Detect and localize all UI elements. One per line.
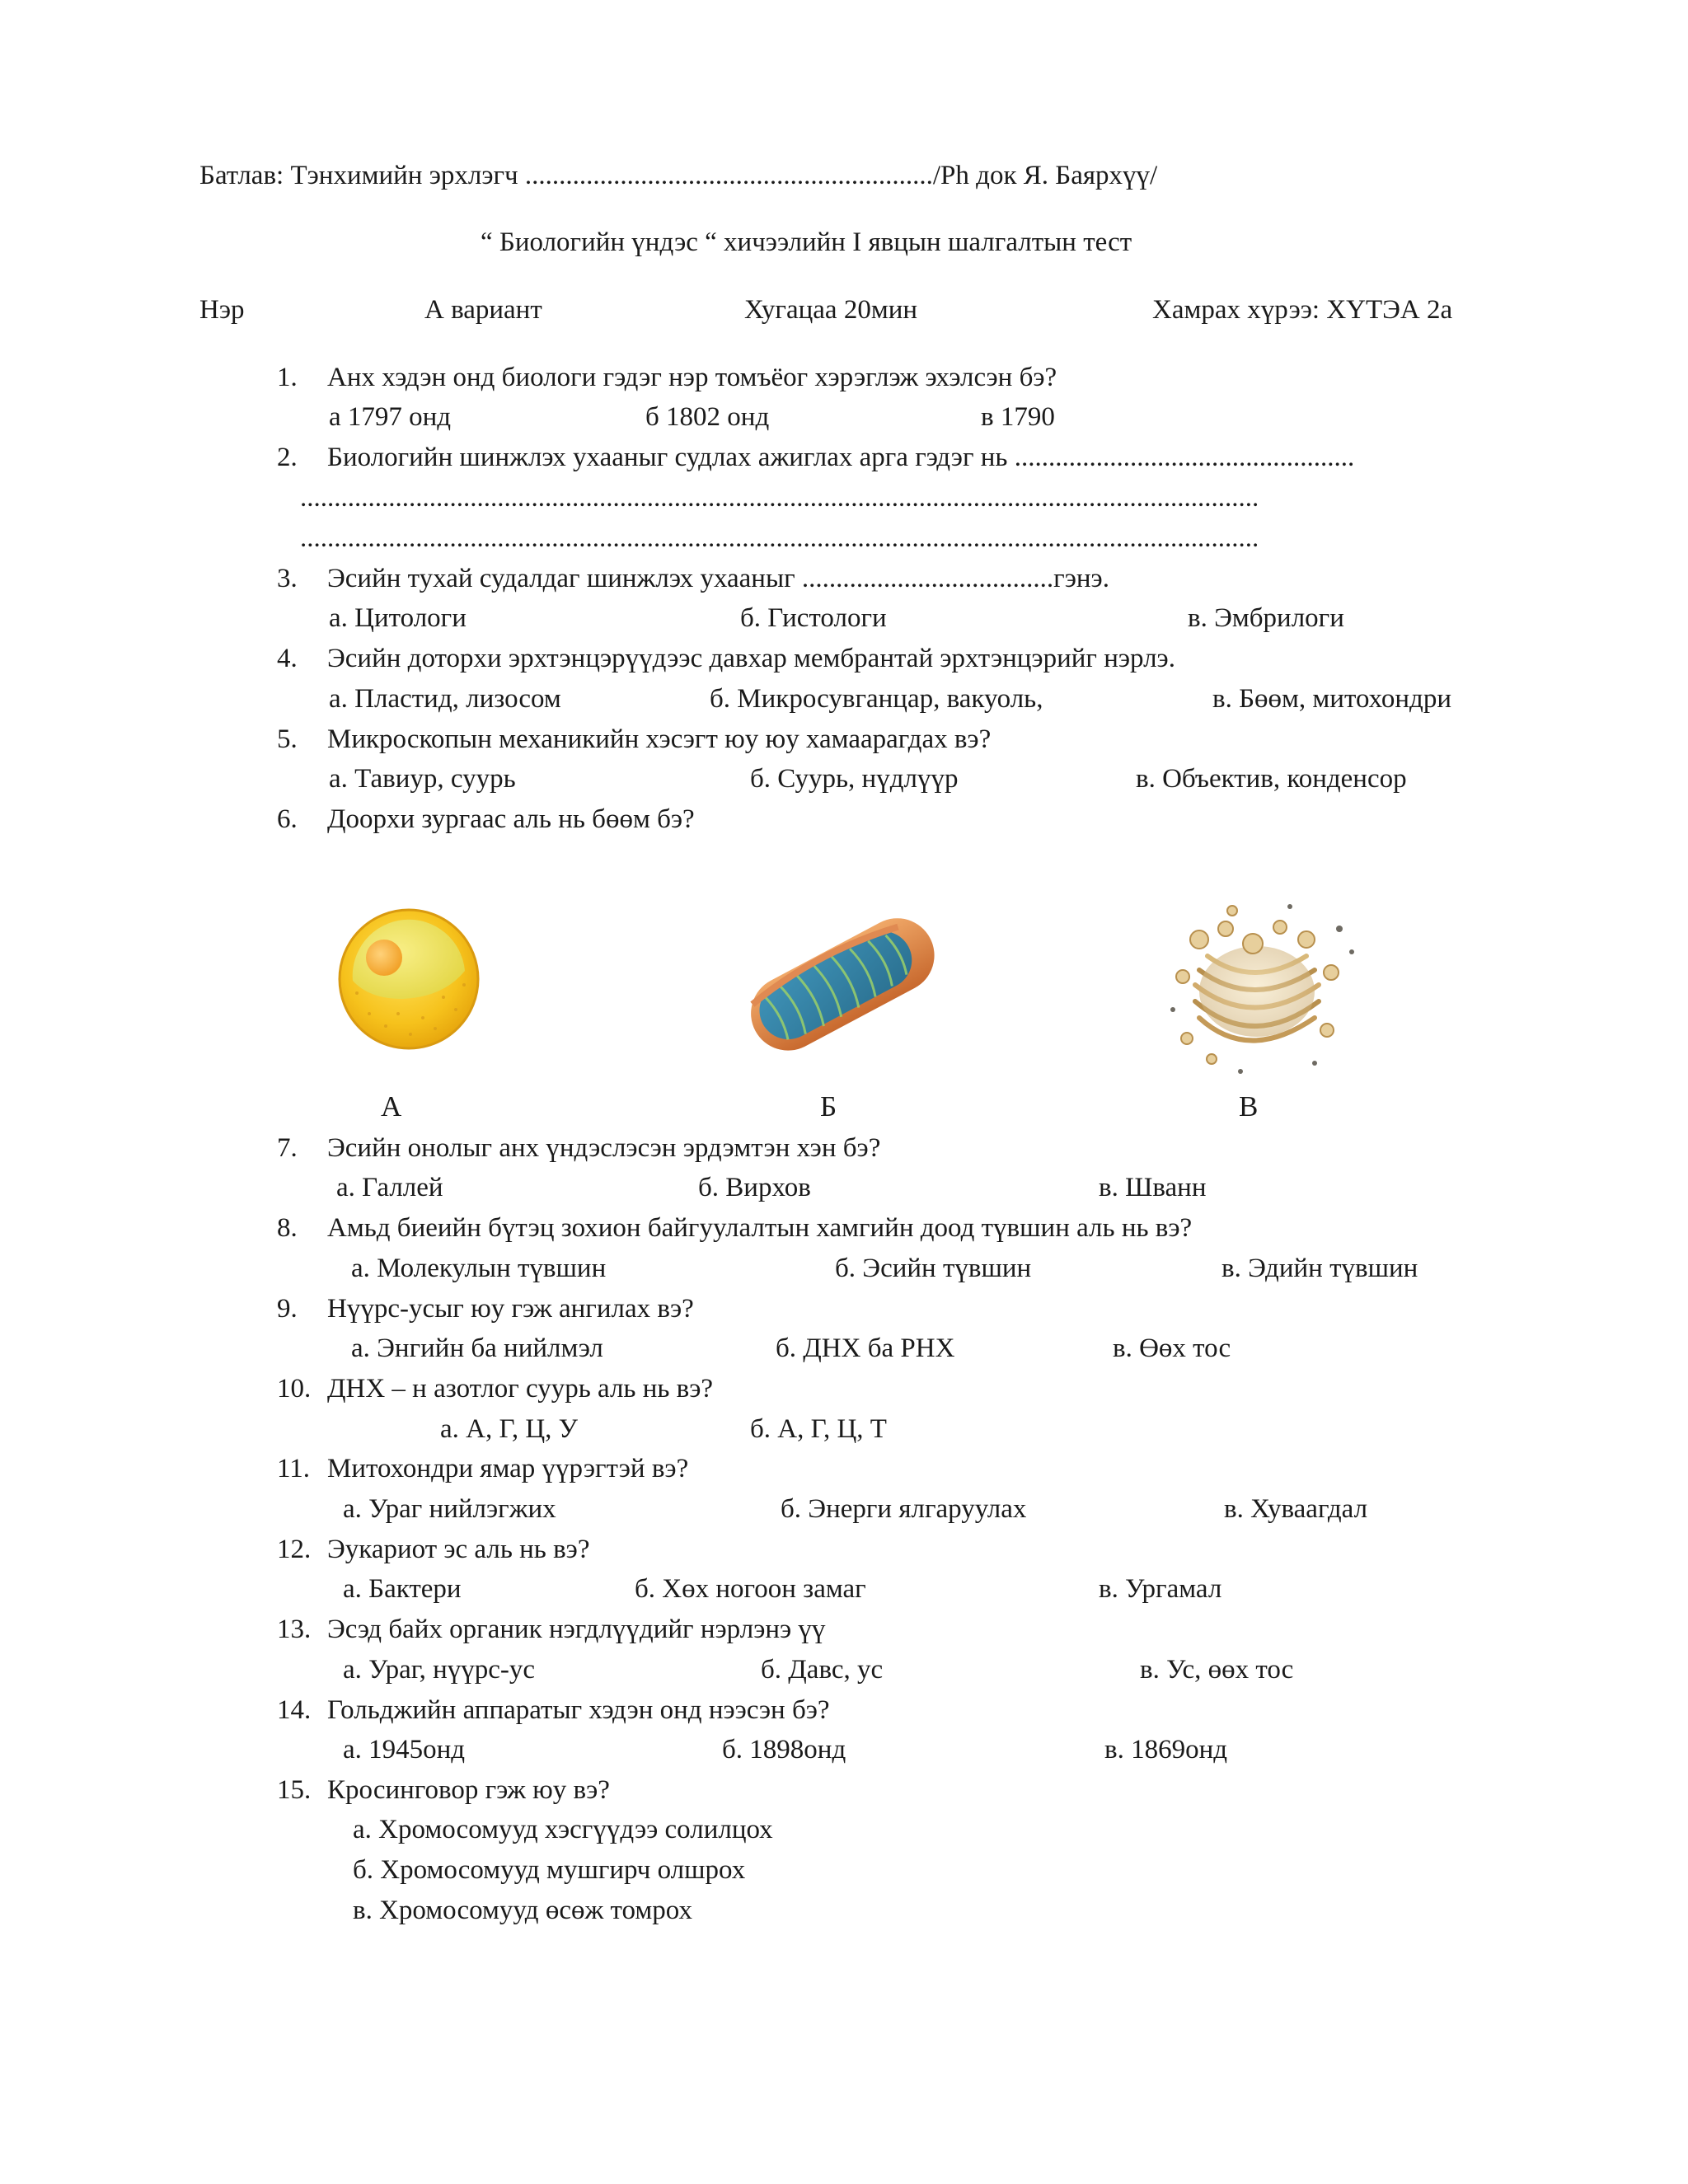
answer-blank-line: ............................................................................................................................................. — [300, 483, 1259, 513]
answer-option: а. Тавиур, суурь — [329, 764, 516, 794]
answer-option: в. Эмбрилоги — [1188, 603, 1344, 633]
exam-title: “ Биологийн үндэс “ хичээлийн I явцын шалгалтын тест — [481, 227, 1132, 257]
answer-option: а. Ураг, нүүрс-ус — [343, 1655, 536, 1685]
variant-label: А вариант — [424, 295, 542, 325]
answer-option: б. Вирхов — [698, 1173, 811, 1202]
question-text: Биологийн шинжлэх ухааныг судлах ажиглах арга гэдэг нь .................................................. — [327, 443, 1355, 472]
question-text: Микроскопын механикийн хэсэгт юу юу хамаарагдах вэ? — [327, 724, 992, 754]
answer-option: а. 1945онд — [343, 1735, 466, 1765]
answer-option: в. Өөх тос — [1113, 1333, 1231, 1363]
answer-option: в. Бөөм, митохондри — [1212, 684, 1451, 714]
question-text: Эсийн доторхи эрхтэнцэрүүдээс давхар мембрантай эрхтэнцэрийг нэрлэ. — [327, 644, 1175, 673]
answer-option: б. Давс, ус — [761, 1655, 884, 1685]
question-text: Амьд биеийн бүтэц зохион байгуулалтын хамгийн доод түвшин аль нь вэ? — [327, 1213, 1193, 1243]
question-number: 12. — [277, 1535, 312, 1564]
answer-option: а. Ураг нийлэгжих — [343, 1494, 556, 1524]
question-number: 7. — [277, 1133, 298, 1163]
answer-option: б. ДНХ ба РНХ — [776, 1333, 955, 1363]
question-text: ДНХ – н азотлог суурь аль нь вэ? — [327, 1374, 714, 1404]
scope-label: Хамрах хүрээ: ХҮТЭА 2а — [1152, 295, 1453, 325]
answer-option: б. 1898онд — [722, 1735, 846, 1765]
question-text: Доорхи зургаас аль нь бөөм бэ? — [327, 804, 695, 834]
answer-option: а 1797 онд — [329, 402, 452, 432]
approval-line: Батлав: Тэнхимийн эрхлэгч ............................................................/Ph док Я. Баярхүү/ — [199, 161, 1158, 190]
answer-blank-line: ............................................................................................................................................. — [300, 523, 1259, 553]
answer-option: в. Шванн — [1099, 1173, 1207, 1202]
question-text: Эукариот эс аль нь вэ? — [327, 1535, 590, 1564]
question-number: 1. — [277, 363, 298, 392]
question-text: Кросинговор гэж юу вэ? — [327, 1775, 610, 1805]
answer-option: а. Бактери — [343, 1574, 462, 1604]
answer-option: а. Хромосомууд хэсгүүдээ солилцох — [353, 1815, 773, 1844]
golgi-illustration — [1150, 894, 1364, 1080]
question-text: Эсийн онолыг анх үндэслэсэн эрдэмтэн хэн бэ? — [327, 1133, 881, 1163]
answer-option: б. Гистологи — [740, 603, 887, 633]
answer-option: а. Галлей — [336, 1173, 443, 1202]
answer-option: а. Цитологи — [329, 603, 467, 633]
answer-option: а. Молекулын түвшин — [351, 1254, 607, 1283]
question-number: 6. — [277, 804, 298, 834]
cell-illustration — [320, 907, 501, 1051]
answer-option: б. Эсийн түвшин — [835, 1254, 1032, 1283]
figure-label-a: А — [381, 1090, 402, 1122]
answer-option: б. А, Г, Ц, Т — [750, 1414, 887, 1444]
answer-option: в. Ургамал — [1099, 1574, 1222, 1604]
answer-option: а. Энгийн ба нийлмэл — [351, 1333, 603, 1363]
duration-label: Хугацаа 20мин — [744, 295, 918, 325]
mitochondrion-illustration — [734, 911, 948, 1051]
question-number: 9. — [277, 1294, 298, 1324]
question-number: 2. — [277, 443, 298, 472]
question-number: 5. — [277, 724, 298, 754]
question-number: 3. — [277, 564, 298, 593]
answer-option: в. Хромосомууд өсөж томрох — [353, 1896, 692, 1925]
question-text: Анх хэдэн онд биологи гэдэг нэр томъёог хэрэглэж эхэлсэн бэ? — [327, 363, 1057, 392]
answer-option: б. Энерги ялгаруулах — [781, 1494, 1027, 1524]
figure-label-b: Б — [820, 1090, 837, 1122]
question-text: Митохондри ямар үүрэгтэй вэ? — [327, 1454, 689, 1483]
answer-option: б. Хромосомууд мушгирч олшрох — [353, 1855, 746, 1885]
answer-option: а. Пластид, лизосом — [329, 684, 561, 714]
name-label: Нэр — [199, 295, 245, 325]
question-number: 15. — [277, 1775, 312, 1805]
answer-option: б. Микросувганцар, вакуоль, — [710, 684, 1043, 714]
question-number: 4. — [277, 644, 298, 673]
question-number: 13. — [277, 1615, 312, 1644]
question-text: Нүүрс-усыг юу гэж ангилах вэ? — [327, 1294, 694, 1324]
answer-option: б 1802 онд — [645, 402, 770, 432]
answer-option: в. Хуваагдал — [1224, 1494, 1368, 1524]
answer-option: в. Ус, өөх тос — [1140, 1655, 1294, 1685]
question-text: Эсийн тухай судалдаг шинжлэх ухааныг .....................................гэнэ. — [327, 564, 1109, 593]
answer-option: в. Эдийн түвшин — [1221, 1254, 1418, 1283]
answer-option: в 1790 — [981, 402, 1055, 432]
answer-option: б. Хөх ногоон замаг — [635, 1574, 866, 1604]
question-number: 8. — [277, 1213, 298, 1243]
question-text: Эсэд байх органик нэгдлүүдийг нэрлэнэ үү — [327, 1615, 826, 1644]
answer-option: в. 1869онд — [1104, 1735, 1228, 1765]
question-number: 10. — [277, 1374, 312, 1404]
question-text: Гольджийн аппаратыг хэдэн онд нээсэн бэ? — [327, 1695, 830, 1725]
figure-label-c: В — [1239, 1090, 1259, 1122]
answer-option: в. Объектив, конденсор — [1136, 764, 1407, 794]
answer-option: б. Суурь, нүдлүүр — [750, 764, 959, 794]
answer-option: а. А, Г, Ц, У — [440, 1414, 579, 1444]
question-number: 11. — [277, 1454, 311, 1483]
question-number: 14. — [277, 1695, 312, 1725]
